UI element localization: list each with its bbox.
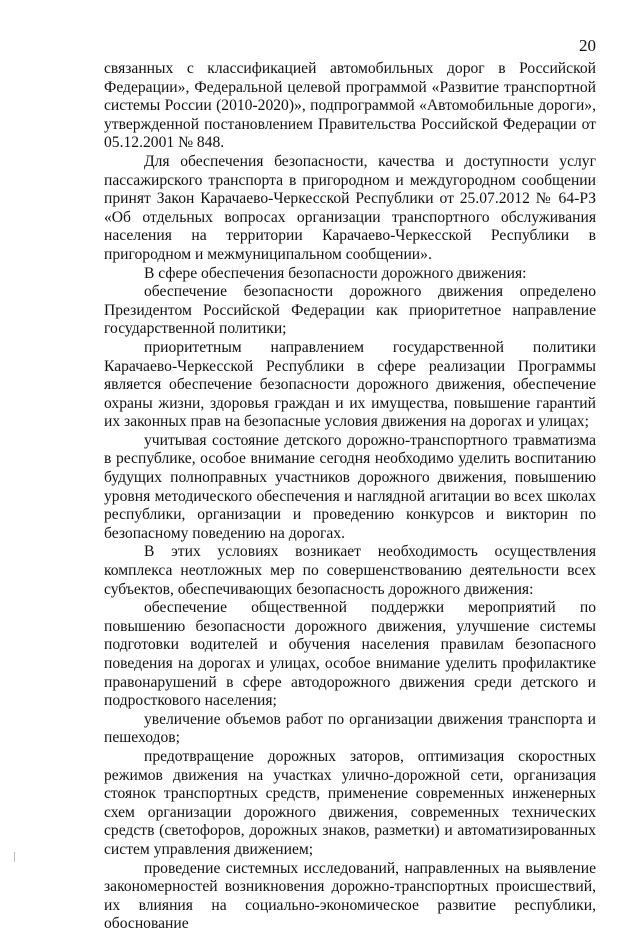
scan-artifact bbox=[14, 852, 15, 862]
paragraph-3: В сфере обеспечения безопасности дорожного движения: bbox=[144, 264, 527, 282]
paragraph-4: обеспечение безопасности дорожного движения определено Президентом Российской Федерации как приоритетное направление государственной политики; bbox=[104, 283, 596, 338]
paragraph-7: В этих условиях возникает необходимость осуществления комплекса неотложных мер по совершенствованию деятельности всех субъектов, обеспечивающих безопасность дорожного движения: bbox=[104, 543, 596, 598]
paragraph-5: приоритетным направлением государственной политики Карачаево-Черкесской Республики в сфере реализации Программы является обеспечение безопасности дорожного движения, обеспечение охраны жизни, здоровья граждан и их имущества, повышение гарантий их законных прав на безопасные условия движения на дорогах и улицах; bbox=[104, 338, 596, 431]
page-number: 20 bbox=[579, 36, 596, 55]
paragraph-1: связанных с классификацией автомобильных дорог в Российской Федерации», Федеральной целевой программой «Развитие транспортной системы России (2010-2020)», подпрограммой «Автомобильные дороги», утвержденной постановлением Правительства Российской Федерации от 05.12.2001 № 848. bbox=[104, 60, 596, 152]
paragraph-6: учитывая состояние детского дорожно-транспортного травматизма в республике, особое внимание сегодня необходимо уделить воспитанию будущих полноправных участников дорожного движения, повышению уровня методического обеспечения и наглядной агитации во всех школах республики, организации и проведению конкурсов и викторин по безопасному поведению на дорогах. bbox=[104, 431, 596, 542]
paragraph-2: Для обеспечения безопасности, качества и доступности услуг пассажирского транспорта в пригородном и междугородном сообщении принят Закон Карачаево-Черкесской Республики от 25.07.2012 № 64-РЗ «Об отдельных вопросах организации транспортного обслуживания населения на территории Карачаево-Черкесской Республики в пригородном и межмуниципальном сообщении». bbox=[104, 152, 596, 263]
paragraph-10: предотвращение дорожных заторов, оптимизация скоростных режимов движения на участках улично-дорожной сети, организация стоянок транспортных средств, применение современных инженерных схем организации дорожного движения, современных технических средств (светофоров, дорожных знаков, разметки) и автоматизированных систем управления движением; bbox=[104, 747, 596, 858]
paragraph-11: проведение системных исследований, направленных на выявление закономерностей возникновения дорожно-транспортных происшествий, их влияния на социально-экономическое развитие республики, обоснование bbox=[104, 859, 596, 933]
document-body bbox=[104, 60, 596, 934]
paragraph-9: увеличение объемов работ по организации движения транспорта и пешеходов; bbox=[104, 710, 596, 747]
paragraph-8: обеспечение общественной поддержки мероприятий по повышению безопасности дорожного движения, улучшение системы подготовки водителей и обучения населения правилам безопасного поведения на дорогах и улицах, особое внимание уделить профилактике правонарушений в сфере автодорожного движения среди детского и подросткового населения; bbox=[104, 599, 596, 710]
